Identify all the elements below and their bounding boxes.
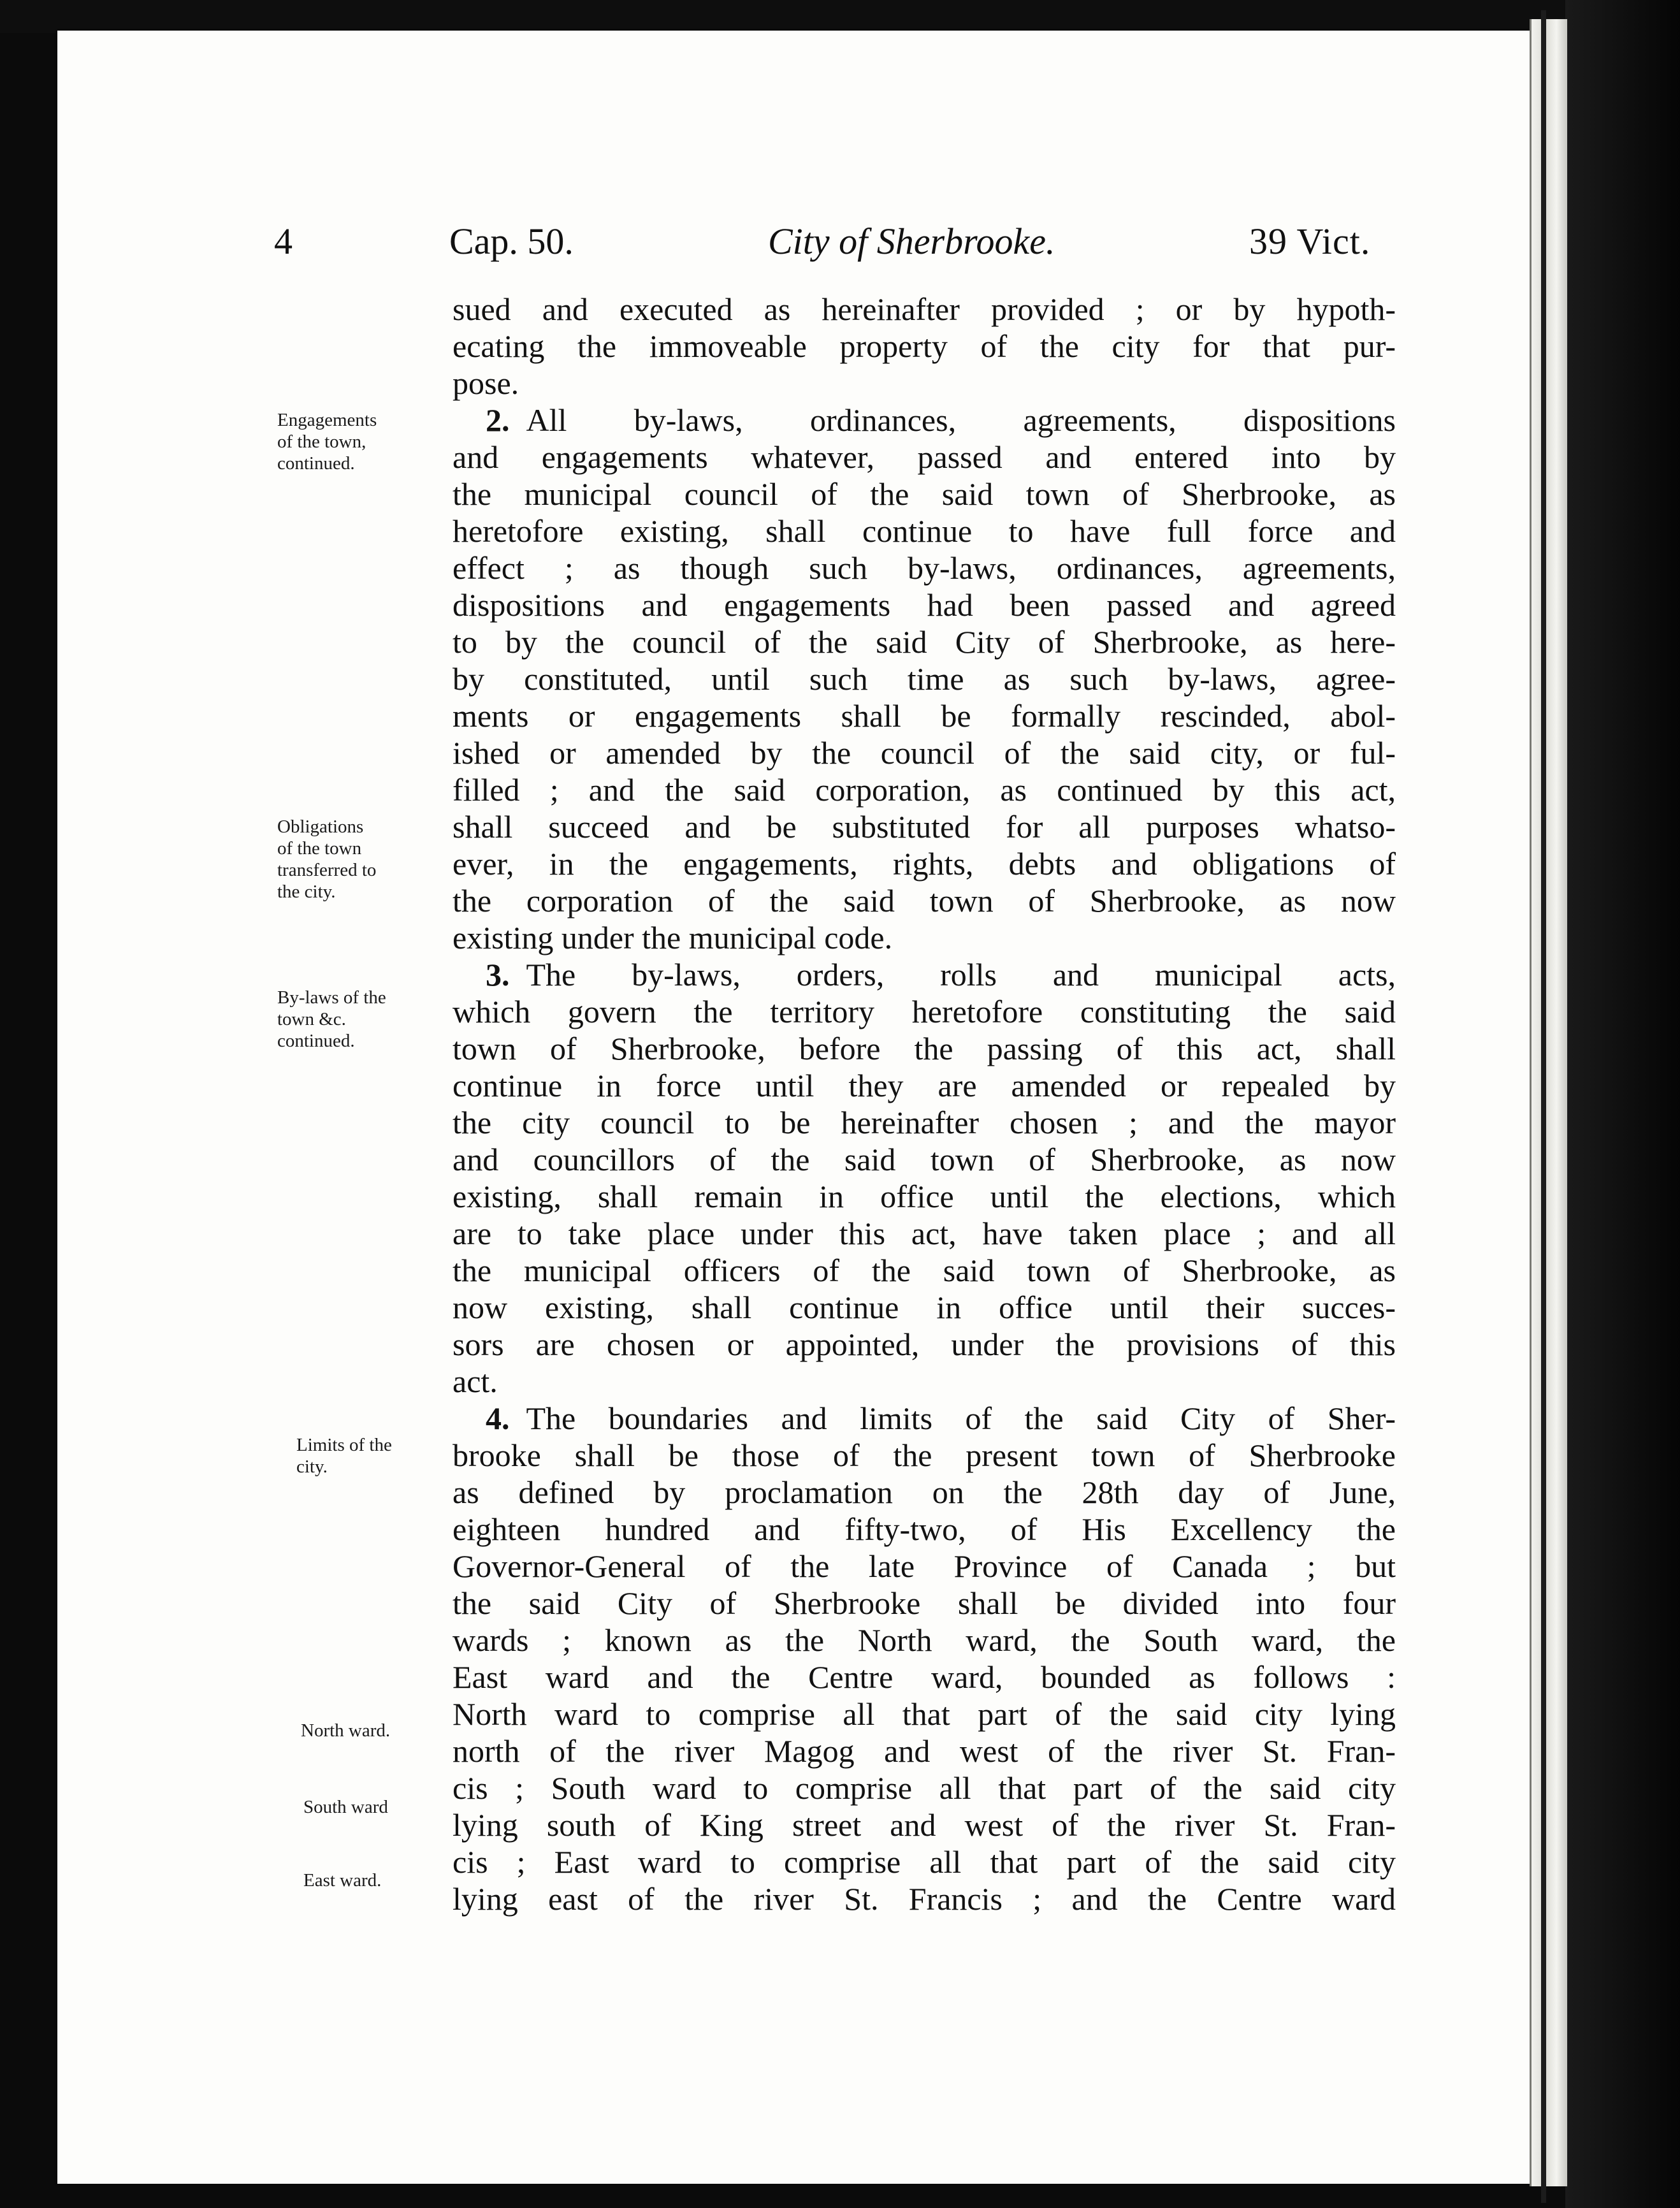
text-line: effect ; as though such by-laws, ordinances, agreements,: [453, 550, 1396, 586]
page-number: 4: [274, 221, 293, 262]
spine-shadow: [1541, 10, 1546, 2203]
section-number: 3.: [486, 957, 510, 992]
margin-note-line: East ward.: [303, 1870, 382, 1891]
chapter-label: Cap. 50.: [449, 221, 574, 262]
text-line: ever, in the engagements, rights, debts and obligations of: [453, 846, 1396, 882]
text-line: wards ; known as the North ward, the South ward, the: [453, 1622, 1396, 1658]
text-line: shall succeed and be substituted for all purposes whatso-: [453, 809, 1396, 845]
text-line: dispositions and engagements had been passed and agreed: [453, 587, 1396, 623]
text-line: eighteen hundred and fifty-two, of His Excellency the: [453, 1511, 1396, 1547]
margin-note-line: continued.: [277, 1031, 355, 1051]
margin-note-east-ward: [303, 1870, 475, 1891]
text-line: the municipal officers of the said town of Sherbrooke, as: [453, 1253, 1396, 1288]
text-line: cis ; South ward to comprise all that part of the said city: [453, 1770, 1396, 1806]
text-line: the city council to be hereinafter chosen ; and the mayor: [453, 1105, 1396, 1140]
text-line: town of Sherbrooke, before the passing of this act, shall: [453, 1031, 1396, 1066]
page-title: City of Sherbrooke.: [768, 221, 1055, 262]
section-3-first-line: [453, 955, 1396, 994]
margin-note-obligations: [277, 816, 449, 903]
text-line: lying south of King street and west of the river St. Fran-: [453, 1807, 1396, 1843]
text-line: lying east of the river St. Francis ; and the Centre ward: [453, 1881, 1396, 1917]
text-line: ished or amended by the council of the said city, or ful-: [453, 735, 1396, 771]
text-line: All by-laws, ordinances, agreements, dispositions: [526, 402, 1396, 438]
regnal-year: 39 Vict.: [1249, 221, 1371, 262]
section-2-first-line: [453, 401, 1396, 439]
text-line: and engagements whatever, passed and entered into by: [453, 439, 1396, 475]
margin-note-line: Obligations: [277, 817, 364, 837]
margin-note-line: continued.: [277, 453, 355, 474]
text-line: act.: [453, 1363, 498, 1399]
text-line: existing under the municipal code.: [453, 920, 893, 955]
text-line: now existing, shall continue in office until their succes-: [453, 1289, 1396, 1325]
section-4-first-line: [453, 1399, 1396, 1437]
text-line: pose.: [453, 365, 519, 401]
margin-note-line: the city.: [277, 882, 336, 902]
margin-note-line: town &c.: [277, 1009, 346, 1029]
text-line: cis ; East ward to comprise all that part of the said city: [453, 1844, 1396, 1880]
margin-note-line: of the town,: [277, 432, 366, 452]
text-line: ecating the immoveable property of the city for that pur-: [453, 328, 1396, 364]
text-line: to by the council of the said City of Sherbrooke, as here-: [453, 624, 1396, 660]
margin-note-line: South ward: [303, 1797, 388, 1817]
text-line: existing, shall remain in office until the elections, which: [453, 1179, 1396, 1214]
book-spine: [1565, 0, 1680, 2208]
section-number: 2.: [486, 402, 510, 438]
text-line: are to take place under this act, have taken place ; and all: [453, 1216, 1396, 1251]
margin-note-line: By-laws of the: [277, 987, 386, 1008]
margin-note-engagements: [277, 409, 449, 474]
scan-top-border: [0, 0, 1680, 33]
text-line: the said City of Sherbrooke shall be divided into four: [453, 1585, 1396, 1621]
text-line: brooke shall be those of the present town of Sherbrooke: [453, 1437, 1396, 1473]
margin-note-line: Engagements: [277, 410, 377, 430]
margin-note-bylaws: [277, 987, 449, 1052]
text-line: filled ; and the said corporation, as continued by this act,: [453, 772, 1396, 808]
text-line: by constituted, until such time as such by-laws, agree-: [453, 661, 1396, 697]
text-line: continue in force until they are amended or repealed by: [453, 1068, 1396, 1103]
text-line: sued and executed as hereinafter provided ; or by hypoth-: [453, 291, 1396, 327]
margin-note-line: of the town: [277, 838, 362, 859]
body-text: [453, 290, 1396, 1947]
page-edge: [1530, 19, 1567, 2186]
text-line: Governor-General of the late Province of Canada ; but: [453, 1548, 1396, 1584]
text-line: East ward and the Centre ward, bounded as follows :: [453, 1659, 1396, 1695]
margin-note-north-ward: [301, 1720, 473, 1741]
text-line: sors are chosen or appointed, under the provisions of this: [453, 1326, 1396, 1362]
margin-note-line: transferred to: [277, 860, 377, 880]
text-line: North ward to comprise all that part of the said city lying: [453, 1696, 1396, 1732]
text-line: which govern the territory heretofore constituting the said: [453, 994, 1396, 1029]
margin-note-line: Limits of the: [296, 1435, 392, 1455]
text-line: and councillors of the said town of Sherbrooke, as now: [453, 1142, 1396, 1177]
margin-note-south-ward: [303, 1796, 475, 1818]
text-line: the corporation of the said town of Sherbrooke, as now: [453, 883, 1396, 919]
text-line: heretofore existing, shall continue to have full force and: [453, 513, 1396, 549]
text-line: The by-laws, orders, rolls and municipal acts,: [526, 957, 1396, 992]
margin-note-limits: [296, 1434, 468, 1478]
margin-note-line: North ward.: [301, 1720, 391, 1741]
margin-note-line: city.: [296, 1456, 328, 1477]
text-line: as defined by proclamation on the 28th day of June,: [453, 1474, 1396, 1510]
text-line: ments or engagements shall be formally rescinded, abol-: [453, 698, 1396, 734]
text-line: north of the river Magog and west of the river St. Fran-: [453, 1733, 1396, 1769]
text-line: the municipal council of the said town of Sherbrooke, as: [453, 476, 1396, 512]
text-line: The boundaries and limits of the said City of Sher-: [526, 1400, 1396, 1436]
section-number: 4.: [486, 1400, 510, 1436]
